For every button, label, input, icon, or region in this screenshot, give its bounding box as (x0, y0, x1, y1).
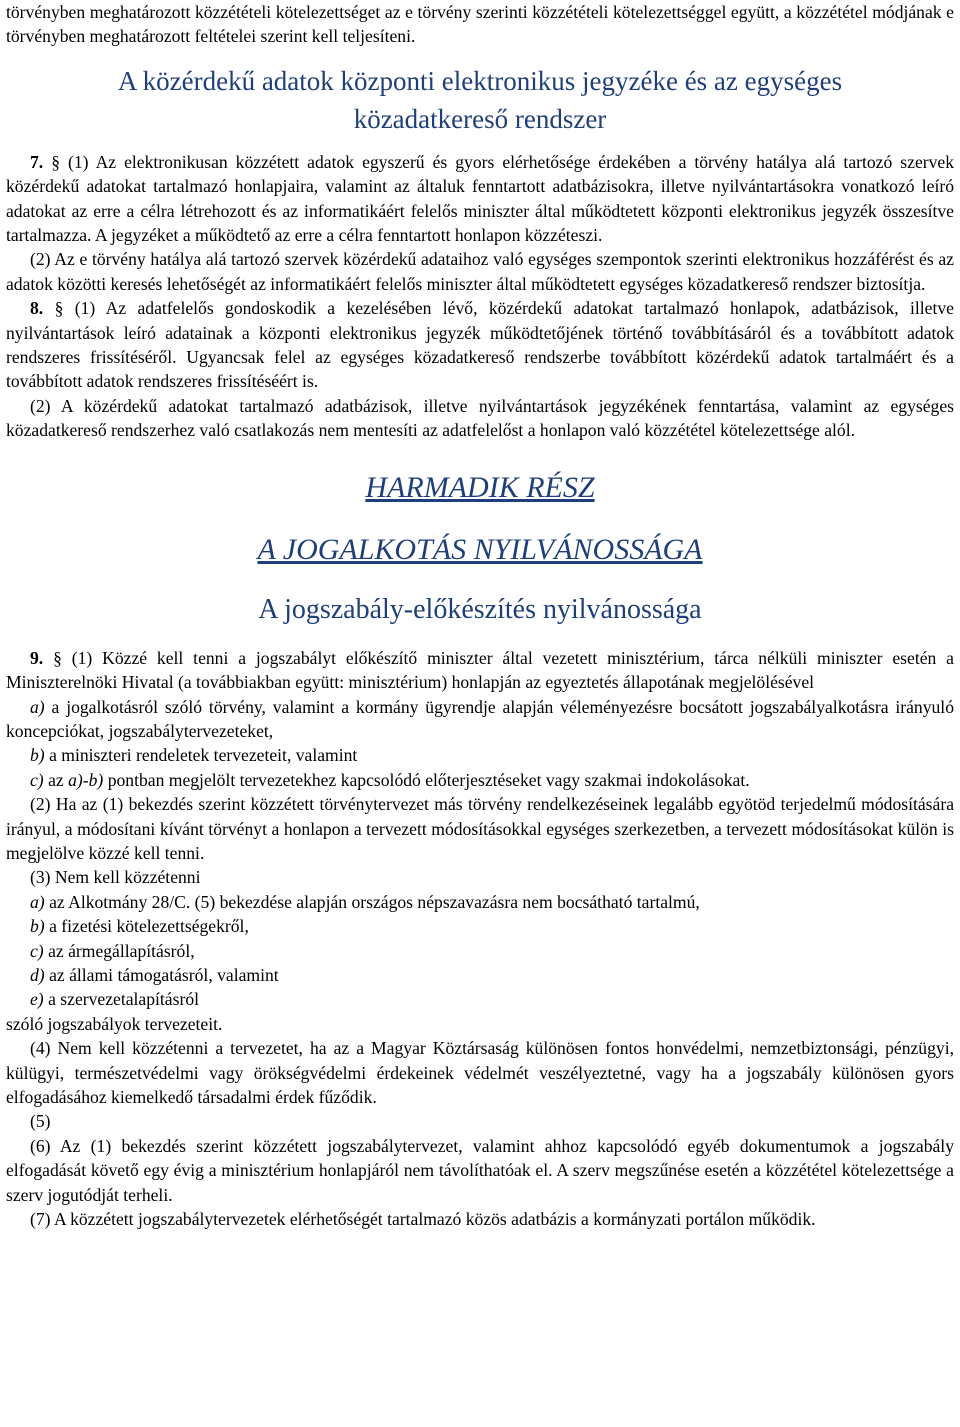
section-7-para-1 (6, 150, 954, 248)
list-item-a (6, 890, 954, 914)
section-9-para-1 (6, 646, 954, 695)
section-sign: § (53, 647, 62, 668)
item-text: az (48, 769, 64, 790)
section-9-para-5: (5) (30, 1111, 51, 1132)
part-title: HARMADIK RÉSZ (365, 470, 595, 504)
section-9-para-3: (3) Nem kell közzétenni (30, 867, 201, 888)
top-paragraph: törvényben meghatározott közzétételi kötelezettséget az e törvény szerinti közzétételi kötelezettséggel együtt, a közzététel módjának e törvényben meghatározott feltételei szerint kell teljesíteni. (6, 2, 954, 47)
heading-line-1: A közérdekű adatok központi elektronikus jegyzéke és az egységes (117, 65, 843, 96)
item-mark: a) (30, 696, 45, 717)
section-7-para-2: (2) Az e törvény hatálya alá tartozó szervek közérdekű adataihoz való egységes szempontok szerinti elektronikus hozzáférést és az adatok közötti keresés lehetőségét az informatikáért felelős miniszter által működtetett egységes közadatkereső rendszer biztosítja. (6, 249, 954, 294)
list-item-b (6, 914, 954, 938)
item-text: az ármegállapításról, (48, 940, 195, 961)
item-text: a fizetési kötelezettségekről, (49, 916, 249, 937)
item-mark: c) (30, 769, 44, 790)
item-mark: b) (30, 745, 45, 766)
item-mark: c) (30, 940, 44, 961)
item-text: az állami támogatásról, valamint (49, 964, 279, 985)
section-8-para-1 (6, 296, 954, 394)
item-mark: a) (30, 891, 45, 912)
section-9-para-7: (7) A közzétett jogszabálytervezetek elérhetőségét tartalmazó közös adatbázis a kormányzati portálon működik. (30, 1209, 816, 1230)
list-item-a (6, 695, 954, 744)
item-text: az Alkotmány 28/C. (5) bekezdése alapján országos népszavazásra nem bocsátható tartalmú, (49, 891, 700, 912)
item-reference: a)-b) (68, 769, 104, 790)
item-mark: b) (30, 916, 45, 937)
section-8-text-1: (1) Az adatfelelős gondoskodik a kezelésében lévő, közérdekű adatokat tartalmazó honlapok, adatbázisok, illetve nyilvántartások leíró adatainak a központi elektronikus jegyzék működtetőjének történő továbbításáról és a továbbított adatok rendszeres frissítéséről. Ugyancsak felel az egységes közadatkereső rendszerbe továbbított közérdekű adatok tartalmáért és a továbbított adatok rendszeres frissítéséért is. (6, 298, 954, 392)
list-item-c (6, 768, 954, 792)
item-text: a szervezetalapításról (48, 989, 199, 1010)
item-mark: e) (30, 989, 44, 1010)
section-8-number: 8. (30, 298, 44, 319)
heading-kozerdeku-adatok (6, 62, 954, 138)
item-text: a jogalkotásról szóló törvény, valamint a kormány ügyrendje alapján véleményezésre bocsátott jogszabályalkotásra irányuló koncepciókat, jogszabálytervezeteket, (6, 696, 954, 741)
section-9-text-1: (1) Közzé kell tenni a jogszabályt előkészítő miniszter által vezetett minisztérium, tárca nélküli miniszter esetén a Miniszterelnöki Hivatal (a továbbiakban együtt: minisztérium) honlapján az egyeztetés állapotának megjelölésével (6, 647, 954, 693)
section-title: A jogszabály-előkészítés nyilvánossága (258, 593, 702, 625)
list-item-e (6, 987, 954, 1011)
section-9-para-4: (4) Nem kell közzétenni a tervezetet, ha az a Magyar Köztársaság különösen fontos honvédelmi, nemzetbiztonsági, pénzügyi, külügyi, természetvédelmi vagy örökségvédelmi érdekeinek védelmét veszélyeztetné, vagy ha a jogszabály különösen gyors elfogadásához kiemelkedő társadalmi érdek fűződik. (6, 1038, 954, 1107)
section-9-para-2: (2) Ha az (1) bekezdés szerint közzétett törvénytervezet más törvény rendelkezéseinek legalább egyötöd terjedelmű módosítására irányul, a módosítani kívánt törvényt a honlapon a tervezett módosításokkal egységes szerkezetben, a tervezett módosításokat külön is megjelölve közzé kell tenni. (6, 794, 954, 863)
section-8-para-2: (2) A közérdekű adatokat tartalmazó adatbázisok, illetve nyilvántartások jegyzékének fenntartása, valamint az egységes közadatkereső rendszerhez való csatlakozás nem mentesíti az adatfelelőst a honlapon való közzététel kötelezettsége alól. (6, 395, 954, 441)
section-7-text-1: (1) Az elektronikusan közzétett adatok egyszerű és gyors elérhetősége érdekében a törvény hatálya alá tartozó szervek közérdekű adatokat tartalmazó honlapjaira, valamint az általuk fenntartott adatbázisokra, illetve nyilvántartásokra vonatkozó leíró adatokat az erre a célra létrehozott és az informatikáért felelős miniszter által működtetett központi elektronikus jegyzék összesítve tartalmazza. A jegyzéket a működtető az erre a célra fenntartott honlapon közzéteszi. (6, 151, 955, 246)
section-9-para-6: (6) Az (1) bekezdés szerint közzétett jogszabálytervezet, valamint ahhoz kapcsolódó egyéb dokumentumok a jogszabály elfogadását követő egy évig a minisztérium honlapjáról nem távolíthatóak el. A szerv megszűnése esetén a közzététel kötelezettsége a szerv jogutódját terheli. (6, 1135, 954, 1205)
item-text: a miniszteri rendeletek tervezeteit, valamint (49, 745, 358, 766)
list-item-d (6, 963, 954, 987)
list-item-b (6, 743, 954, 767)
list-item-c (6, 939, 954, 963)
section-9-number: 9. (30, 647, 44, 668)
item-text: pontban megjelölt tervezetekhez kapcsolódó előterjesztéseket vagy szakmai indokolásokat. (107, 769, 750, 790)
part-subtitle: A JOGALKOTÁS NYILVÁNOSSÁGA (257, 532, 703, 566)
section-7-number: 7. (30, 151, 44, 172)
section-sign: § (51, 151, 61, 172)
heading-line-2: közadatkereső rendszer (353, 103, 607, 134)
item-mark: d) (30, 964, 45, 985)
section-sign: § (54, 298, 64, 319)
section-9-para-3-end: szóló jogszabályok tervezeteit. (6, 1013, 223, 1034)
